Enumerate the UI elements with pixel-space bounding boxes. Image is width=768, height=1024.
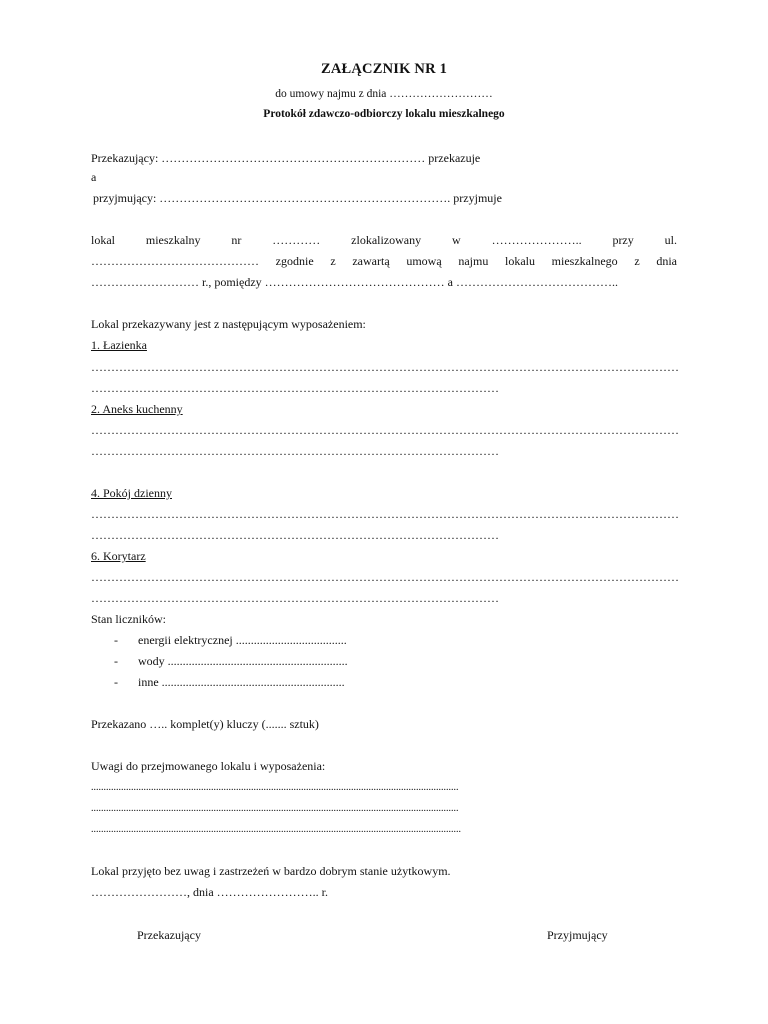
word: mieszkalnego — [551, 254, 618, 268]
conjunction-a: a — [91, 170, 97, 184]
word: lokalu — [505, 254, 535, 268]
location-line-1 — [91, 233, 677, 247]
word: umową — [406, 254, 442, 268]
equipment-intro: Lokal przekazywany jest z następującym wyposażeniem: — [91, 317, 366, 331]
word: ………………….. — [491, 233, 582, 247]
word: z — [330, 254, 336, 268]
word: zawartą — [352, 254, 390, 268]
section-heading-bathroom: 1. Łazienka — [91, 338, 147, 352]
section-heading-living-room: 4. Pokój dzienny — [91, 486, 172, 500]
closing-statement: Lokal przyjęto bez uwag i zastrzeżeń w bardzo dobrym stanie użytkowym. — [91, 864, 451, 878]
place-date-line: ……………………, dnia …………………….. r. — [91, 885, 328, 899]
word: z — [634, 254, 640, 268]
word: mieszkalny — [145, 233, 201, 247]
signature-handing-party: Przekazujący — [137, 928, 201, 942]
signature-receiving-party: Przyjmujący — [547, 928, 608, 942]
contract-date-line: do umowy najmu z dnia ……………………… — [275, 88, 493, 100]
word: zlokalizowany — [351, 233, 422, 247]
meter-water: wody ............................................................ — [138, 654, 348, 668]
remarks-line: .................................................................................................................................................... — [91, 824, 461, 835]
dotted-line: ………………………………………………………………………………………… — [91, 591, 499, 605]
section-heading-kitchen: 2. Aneks kuchenny — [91, 402, 183, 416]
word: ul. — [664, 233, 677, 247]
word: dnia — [656, 254, 677, 268]
word: najmu — [458, 254, 489, 268]
word: ………… — [272, 233, 321, 247]
word: zgodnie — [275, 254, 314, 268]
bullet-dash: - — [114, 654, 118, 668]
bullet-dash: - — [114, 675, 118, 689]
remarks-heading: Uwagi do przejmowanego lokalu i wyposażenia: — [91, 759, 326, 773]
meter-electricity: energii elektrycznej ..................................... — [138, 633, 347, 647]
section-heading-corridor: 6. Korytarz — [91, 549, 146, 563]
receiving-party-line: przyjmujący: ………………………………………………………………. przyjmuje — [93, 191, 502, 205]
page-title: ZAŁĄCZNIK NR 1 — [320, 61, 448, 77]
dotted-line: ………………………………………………………………………………………… — [91, 528, 499, 542]
dotted-line: ………………………………………………………………………………………………………………………………… — [91, 423, 679, 437]
word: lokal — [91, 233, 115, 247]
meters-heading: Stan liczników: — [91, 612, 166, 626]
dotted-line: ………………………………………………………………………………………… — [91, 444, 499, 458]
word: w — [452, 233, 461, 247]
bullet-dash: - — [114, 633, 118, 647]
dotted-line: ………………………………………………………………………………………………………………………………… — [91, 570, 679, 584]
location-line-2 — [91, 254, 677, 268]
word: przy — [612, 233, 634, 247]
keys-handover-line: Przekazano ….. komplet(y) kluczy (....... sztuk) — [91, 717, 319, 731]
remarks-line: ................................................................................................................................................... — [91, 803, 459, 814]
remarks-line: ................................................................................................................................................... — [91, 782, 459, 793]
handing-party-line: Przekazujący: ………………………………………………………… przekazuje — [91, 151, 481, 165]
dotted-line: ………………………………………………………………………………………… — [91, 381, 499, 395]
word: …………………………………… — [91, 254, 259, 268]
word: nr — [231, 233, 242, 247]
location-line-3: ……………………… r., pomiędzy ……………………………………… a ………………………………….. — [91, 275, 618, 289]
dotted-line: ………………………………………………………………………………………………………………………………… — [91, 360, 679, 374]
protocol-title: Protokół zdawczo-odbiorczy lokalu mieszkalnego — [263, 108, 505, 120]
meter-other: inne ............................................................. — [138, 675, 345, 689]
dotted-line: ………………………………………………………………………………………………………………………………… — [91, 507, 679, 521]
